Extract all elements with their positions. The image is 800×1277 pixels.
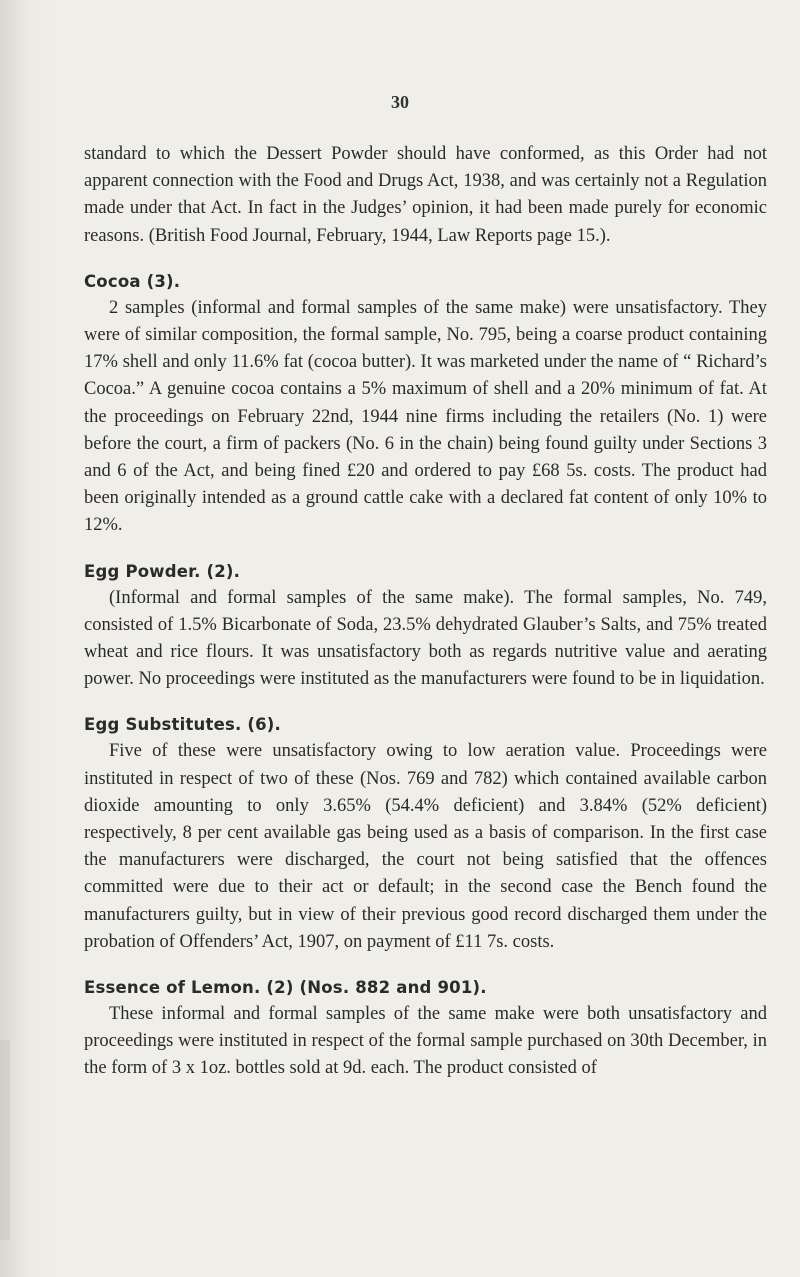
- section-heading: Egg Substitutes. (6).: [84, 715, 282, 735]
- section-body: These informal and formal samples of the same make were both unsatisfactory and proceedings were instituted in respect of the formal sample purchased on 30th December, in the form of 3 x 1oz. bottles sold at 9d. each. The product consisted of: [84, 1004, 767, 1079]
- section-essence-of-lemon: [84, 974, 767, 1083]
- section-heading: Essence of Lemon. (2) (Nos. 882 and 901).: [84, 978, 487, 998]
- page-number: 30: [391, 92, 409, 112]
- section-cocoa: [84, 268, 767, 540]
- section-egg-powder: [84, 558, 767, 694]
- section-egg-substitutes: [84, 711, 767, 956]
- section-body: 2 samples (informal and formal samples of the same make) were unsatisfactory. They were of similar composition, the formal sample, No. 795, being a coarse product containing 17% shell and only 11.6% fat (cocoa butter). It was marketed under the name of “ Richard’s Cocoa.” A genuine cocoa contains a 5% maximum of shell and a 20% minimum of fat. At the proceedings on February 22nd, 1944 nine firms including the retailers (No. 1) were before the court, a firm of packers (No. 6 in the chain) being found guilty under Sections 3 and 6 of the Act, and being fined £20 and ordered to pay £68 5s. costs. The product had been originally intended as a ground cattle cake with a declared fat content of only 10% to 12%.: [84, 297, 767, 536]
- section-body: (Informal and formal samples of the same make). The formal samples, No. 749, consisted of 1.5% Bicarbonate of Soda, 23.5% dehydrated Glauber’s Salts, and 75% treated wheat and rice flours. It was unsatisfactory both as regards nutritive value and aerating power. No proceedings were instituted as the manufacturers were found to be in liquidation.: [84, 587, 767, 690]
- scan-edge-shadow: [0, 1040, 10, 1240]
- section-heading: Egg Powder. (2).: [84, 561, 241, 581]
- section-heading: Cocoa (3).: [84, 271, 181, 291]
- document-body: [84, 141, 767, 1083]
- intro-paragraph: standard to which the Dessert Powder should have conformed, as this Order had not apparent connection with the Food and Drugs Act, 1938, and was certainly not a Regulation made under that Act. In fact in the Judges’ opinion, it had been made purely for economic reasons. (British Food Journal, February, 1944, Law Reports page 15.).: [84, 144, 767, 246]
- section-body: Five of these were unsatisfactory owing to low aeration value. Proceedings were instituted in respect of two of these (Nos. 769 and 782) which contained available carbon dioxide amounting to only 3.65% (54.4% deficient) and 3.84% (52% deficient) respectively, 8 per cent available gas being used as a basis of comparison. In the first case the manufacturers were discharged, the court not being satisfied that the offences committed were due to their act or default; in the second case the Bench found the manufacturers guilty, but in view of their previous good record discharged them under the probation of Offenders’ Act, 1907, on payment of £11 7s. costs.: [84, 741, 767, 952]
